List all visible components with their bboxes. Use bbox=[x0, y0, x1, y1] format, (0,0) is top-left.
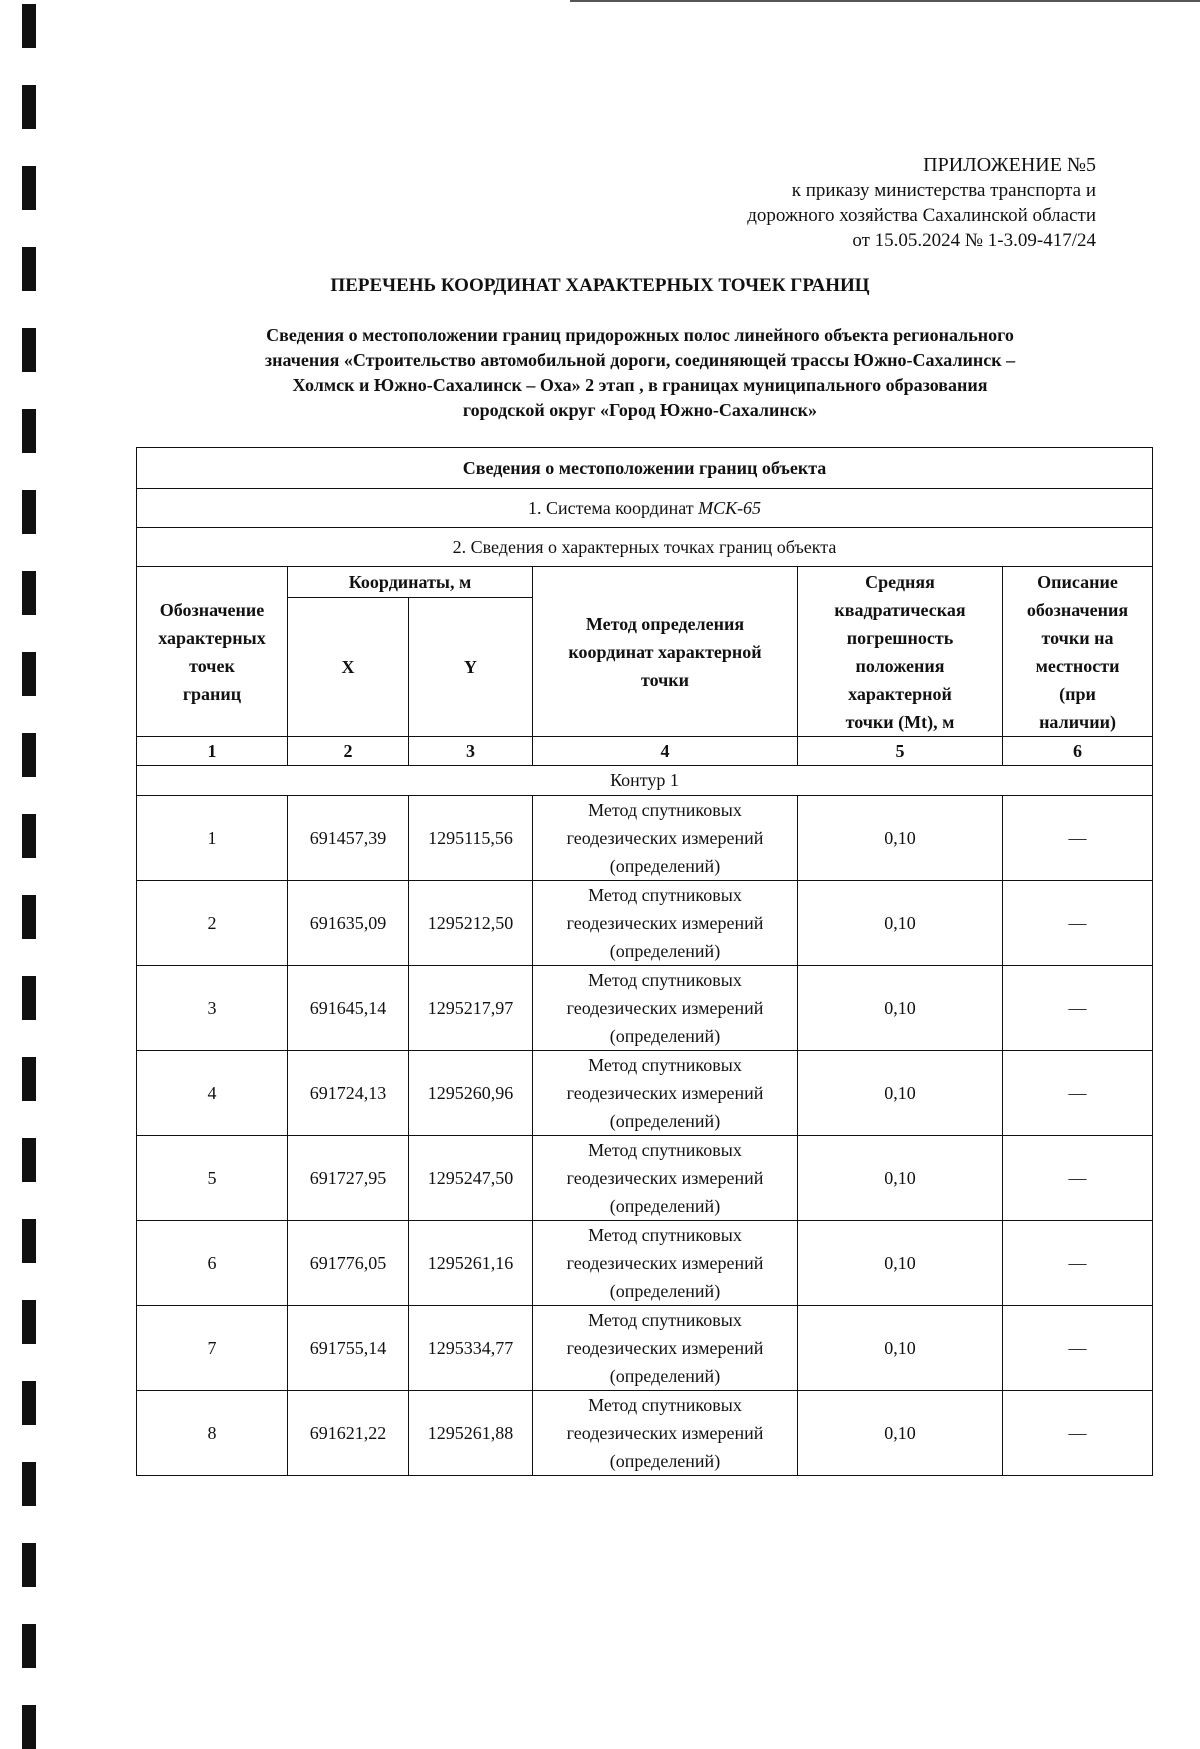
column-number: 3 bbox=[409, 737, 533, 766]
coordinate-y: 1295261,88 bbox=[409, 1391, 533, 1476]
header-line: Средняя bbox=[865, 571, 935, 592]
document-title: ПЕРЕЧЕНЬ КООРДИНАТ ХАРАКТЕРНЫХ ТОЧЕК ГРАНИЦ bbox=[330, 275, 870, 296]
header-line: наличии) bbox=[1039, 711, 1116, 732]
point-description: — bbox=[1003, 1136, 1153, 1221]
header-coordinates: Координаты, м bbox=[288, 567, 533, 598]
method-line: геодезических измерений bbox=[566, 1083, 764, 1103]
header-line: погрешность bbox=[846, 627, 954, 648]
header-method bbox=[533, 567, 798, 737]
header-line: обозначения bbox=[1026, 599, 1129, 620]
mean-square-error: 0,10 bbox=[798, 966, 1003, 1051]
method-line: геодезических измерений bbox=[566, 913, 764, 933]
method-line: геодезических измерений bbox=[566, 1338, 764, 1358]
method-line: Метод спутниковых bbox=[588, 1055, 742, 1075]
coordinate-y: 1295247,50 bbox=[409, 1136, 533, 1221]
coordinate-y: 1295217,97 bbox=[409, 966, 533, 1051]
binding-mark bbox=[22, 1381, 36, 1425]
method-line: Метод спутниковых bbox=[588, 970, 742, 990]
method-line: (определений) bbox=[609, 856, 721, 876]
method-line: Метод спутниковых bbox=[588, 1140, 742, 1160]
binding-mark bbox=[22, 1624, 36, 1668]
binding-mark bbox=[22, 571, 36, 615]
point-description: — bbox=[1003, 1051, 1153, 1136]
mean-square-error: 0,10 bbox=[798, 1391, 1003, 1476]
table-row bbox=[137, 966, 1153, 1051]
binding-mark bbox=[22, 976, 36, 1020]
column-number: 4 bbox=[533, 737, 798, 766]
subtitle-line: Сведения о местоположении границ придорожных полос линейного объекта регионального bbox=[266, 325, 1014, 345]
coordinate-x: 691755,14 bbox=[288, 1306, 409, 1391]
method-line: Метод спутниковых bbox=[588, 885, 742, 905]
method-line: Метод спутниковых bbox=[588, 1225, 742, 1245]
coordinate-x: 691635,09 bbox=[288, 881, 409, 966]
binding-mark bbox=[22, 1705, 36, 1749]
binding-mark bbox=[22, 4, 36, 48]
table-row bbox=[137, 1051, 1153, 1136]
header-line: Обозначение bbox=[159, 599, 265, 620]
method-line: геодезических измерений bbox=[566, 1423, 764, 1443]
point-number: 4 bbox=[137, 1051, 288, 1136]
header-line: местности bbox=[1035, 655, 1120, 676]
binding-mark bbox=[22, 1543, 36, 1587]
point-number: 6 bbox=[137, 1221, 288, 1306]
point-number: 1 bbox=[137, 796, 288, 881]
binding-mark bbox=[22, 85, 36, 129]
binding-mark bbox=[22, 652, 36, 696]
subtitle-line: городской округ «Город Южно-Сахалинск» bbox=[462, 400, 818, 420]
header-line: границ bbox=[182, 683, 242, 704]
appendix-line: дорожного хозяйства Сахалинской области bbox=[747, 205, 1096, 226]
coordinate-y: 1295212,50 bbox=[409, 881, 533, 966]
binding-mark bbox=[22, 490, 36, 534]
header-line: положения bbox=[855, 655, 945, 676]
header-line: Описание bbox=[1037, 571, 1118, 592]
appendix-title: ПРИЛОЖЕНИЕ №5 bbox=[923, 154, 1096, 176]
scan-top-edge bbox=[570, 0, 1200, 2]
header-line: координат характерной bbox=[568, 641, 762, 662]
document-subtitle bbox=[175, 323, 1105, 423]
method-cell bbox=[533, 1221, 798, 1306]
coordinate-system-label: 1. Система координат bbox=[527, 497, 694, 518]
table-row bbox=[137, 1306, 1153, 1391]
coordinate-system-cell bbox=[137, 489, 1153, 528]
header-y: Y bbox=[409, 598, 533, 737]
column-number-row bbox=[137, 737, 1153, 766]
table-row bbox=[137, 1136, 1153, 1221]
subtitle-line: значения «Строительство автомобильной дороги, соединяющей трассы Южно-Сахалинск – bbox=[264, 350, 1016, 370]
coordinates-table bbox=[136, 447, 1153, 1476]
point-description: — bbox=[1003, 1221, 1153, 1306]
method-line: (определений) bbox=[609, 1451, 721, 1471]
binding-mark bbox=[22, 328, 36, 372]
mean-square-error: 0,10 bbox=[798, 1306, 1003, 1391]
coordinate-system-value: МСК-65 bbox=[698, 497, 762, 518]
point-description: — bbox=[1003, 881, 1153, 966]
method-cell bbox=[533, 1306, 798, 1391]
binding-mark bbox=[22, 166, 36, 210]
point-number: 2 bbox=[137, 881, 288, 966]
coordinate-y: 1295261,16 bbox=[409, 1221, 533, 1306]
method-cell bbox=[533, 1136, 798, 1221]
method-line: геодезических измерений bbox=[566, 1168, 764, 1188]
points-section-label: 2. Сведения о характерных точках границ объекта bbox=[137, 528, 1153, 567]
method-line: (определений) bbox=[609, 1281, 721, 1301]
appendix-date: от 15.05.2024 № 1-3.09-417/24 bbox=[852, 230, 1096, 251]
point-description: — bbox=[1003, 1306, 1153, 1391]
header-line: характерных bbox=[158, 627, 266, 648]
binding-mark bbox=[22, 814, 36, 858]
header-x: X bbox=[288, 598, 409, 737]
header-line: (при bbox=[1059, 683, 1096, 704]
subtitle-line: Холмск и Южно-Сахалинск – Оха» 2 этап , в границах муниципального образования bbox=[292, 375, 988, 395]
point-number: 8 bbox=[137, 1391, 288, 1476]
method-cell bbox=[533, 881, 798, 966]
mean-square-error: 0,10 bbox=[798, 1051, 1003, 1136]
header-designation bbox=[137, 567, 288, 737]
mean-square-error: 0,10 bbox=[798, 1136, 1003, 1221]
point-number: 5 bbox=[137, 1136, 288, 1221]
coordinate-y: 1295115,56 bbox=[409, 796, 533, 881]
table-row bbox=[137, 1391, 1153, 1476]
table-row bbox=[137, 796, 1153, 881]
coordinate-x: 691457,39 bbox=[288, 796, 409, 881]
binding-marks bbox=[22, 0, 38, 1711]
method-cell bbox=[533, 1391, 798, 1476]
header-line: точки (Mt), м bbox=[845, 711, 955, 732]
point-number: 3 bbox=[137, 966, 288, 1051]
point-description: — bbox=[1003, 796, 1153, 881]
column-number: 5 bbox=[798, 737, 1003, 766]
method-cell bbox=[533, 1051, 798, 1136]
header-line: Метод определения bbox=[585, 613, 745, 634]
binding-mark bbox=[22, 1462, 36, 1506]
table-row bbox=[137, 881, 1153, 966]
header-line: точек bbox=[189, 655, 235, 676]
contour-label: Контур 1 bbox=[137, 766, 1153, 796]
binding-mark bbox=[22, 1300, 36, 1344]
header-line: квадратическая bbox=[834, 599, 966, 620]
point-number: 7 bbox=[137, 1306, 288, 1391]
method-line: геодезических измерений bbox=[566, 998, 764, 1018]
binding-mark bbox=[22, 1057, 36, 1101]
method-line: (определений) bbox=[609, 1026, 721, 1046]
method-line: (определений) bbox=[609, 1366, 721, 1386]
method-line: геодезических измерений bbox=[566, 828, 764, 848]
binding-mark bbox=[22, 733, 36, 777]
point-description: — bbox=[1003, 966, 1153, 1051]
method-cell bbox=[533, 966, 798, 1051]
method-line: (определений) bbox=[609, 1196, 721, 1216]
method-line: Метод спутниковых bbox=[588, 1310, 742, 1330]
binding-mark bbox=[22, 409, 36, 453]
method-line: Метод спутниковых bbox=[588, 800, 742, 820]
header-description bbox=[1003, 567, 1153, 737]
coordinate-x: 691727,95 bbox=[288, 1136, 409, 1221]
coordinate-x: 691645,14 bbox=[288, 966, 409, 1051]
column-number: 1 bbox=[137, 737, 288, 766]
header-error bbox=[798, 567, 1003, 737]
mean-square-error: 0,10 bbox=[798, 881, 1003, 966]
binding-mark bbox=[22, 895, 36, 939]
appendix-line: к приказу министерства транспорта и bbox=[791, 180, 1096, 201]
coordinate-x: 691776,05 bbox=[288, 1221, 409, 1306]
coordinate-x: 691724,13 bbox=[288, 1051, 409, 1136]
header-line: точки на bbox=[1041, 627, 1114, 648]
binding-mark bbox=[22, 1138, 36, 1182]
coordinate-x: 691621,22 bbox=[288, 1391, 409, 1476]
table-caption: Сведения о местоположении границ объекта bbox=[137, 448, 1153, 489]
header-line: характерной bbox=[848, 683, 952, 704]
mean-square-error: 0,10 bbox=[798, 796, 1003, 881]
binding-mark bbox=[22, 1219, 36, 1263]
mean-square-error: 0,10 bbox=[798, 1221, 1003, 1306]
table-row bbox=[137, 1221, 1153, 1306]
method-line: Метод спутниковых bbox=[588, 1395, 742, 1415]
method-cell bbox=[533, 796, 798, 881]
column-number: 2 bbox=[288, 737, 409, 766]
point-description: — bbox=[1003, 1391, 1153, 1476]
column-number: 6 bbox=[1003, 737, 1153, 766]
method-line: (определений) bbox=[609, 941, 721, 961]
coordinate-y: 1295334,77 bbox=[409, 1306, 533, 1391]
method-line: геодезических измерений bbox=[566, 1253, 764, 1273]
method-line: (определений) bbox=[609, 1111, 721, 1131]
coordinate-y: 1295260,96 bbox=[409, 1051, 533, 1136]
appendix-block bbox=[747, 153, 1096, 253]
header-line: точки bbox=[640, 669, 690, 690]
